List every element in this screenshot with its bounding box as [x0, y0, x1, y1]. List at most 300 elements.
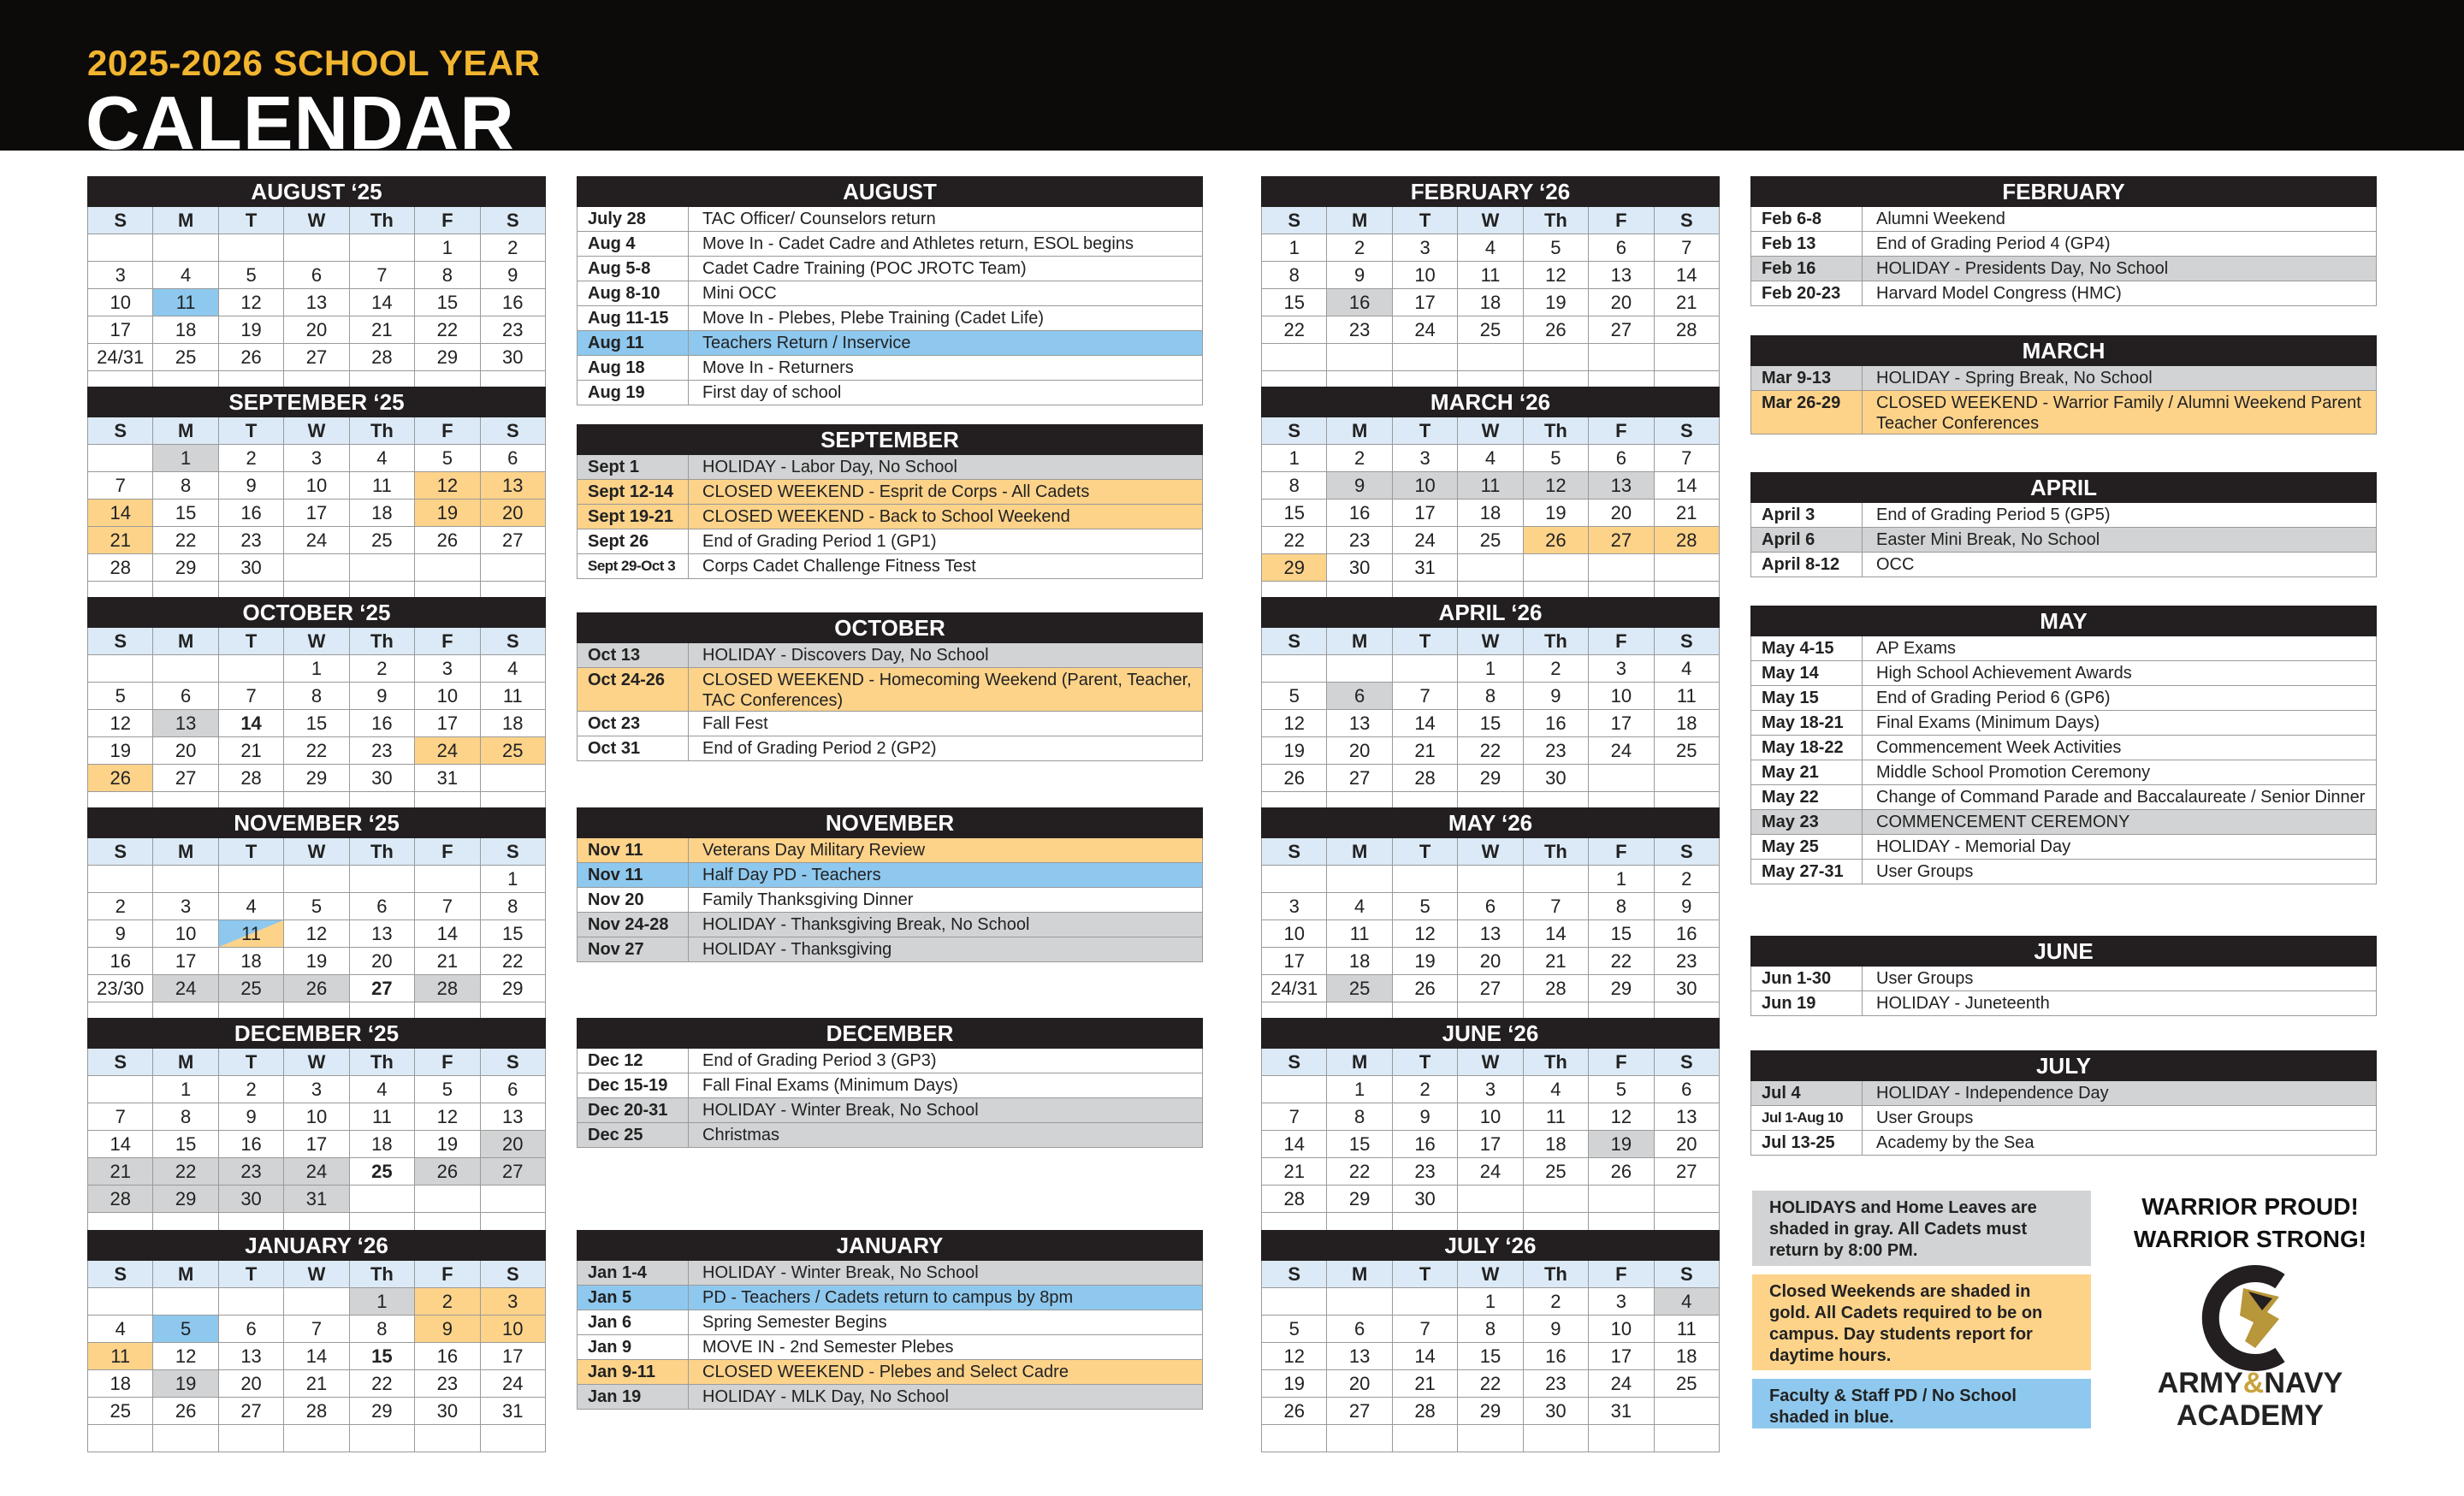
event-row [1750, 391, 2377, 435]
event-description: End of Grading Period 4 (GP4) [1876, 234, 2111, 253]
day-cell: 20 [350, 948, 415, 975]
day-header: Th [1524, 838, 1589, 866]
day-cell: 13 [1589, 472, 1654, 500]
event-date: May 4-15 [1751, 636, 1863, 660]
empty-day-cell [1262, 866, 1327, 893]
event-date: April 3 [1751, 503, 1863, 527]
day-cell: 29 [350, 1398, 415, 1425]
empty-day-cell [1327, 1425, 1392, 1452]
event-date: May 21 [1751, 760, 1863, 784]
day-cell: 15 [1262, 500, 1327, 527]
calendar-april-2026 [1261, 597, 1720, 819]
empty-day-cell [219, 1288, 284, 1316]
event-row [577, 257, 1203, 281]
event-month-title: SEPTEMBER [577, 424, 1203, 455]
empty-day-cell [1262, 1425, 1327, 1452]
motto [2113, 1191, 2387, 1256]
day-cell: 24 [284, 1158, 349, 1186]
day-cell: 17 [481, 1343, 546, 1370]
day-header: F [415, 1049, 480, 1076]
day-cell: 1 [415, 234, 480, 262]
empty-day-cell [1262, 344, 1327, 371]
day-header: Th [350, 207, 415, 234]
day-cell: 3 [1589, 655, 1654, 683]
day-cell: 26 [1524, 527, 1589, 554]
event-description: HOLIDAY - Winter Break, No School [702, 1263, 979, 1282]
calendar-october-2025 [87, 597, 546, 819]
event-date: May 15 [1751, 686, 1863, 710]
day-cell: 7 [284, 1316, 349, 1343]
event-row [577, 529, 1203, 554]
empty-day-cell [481, 554, 546, 582]
day-cell: 13 [219, 1343, 284, 1370]
empty-day-cell [88, 1425, 153, 1452]
month-title: DECEMBER ‘25 [87, 1018, 546, 1049]
day-cell: 3 [88, 262, 153, 289]
day-cell: 2 [88, 893, 153, 920]
day-cell: 23 [1327, 527, 1392, 554]
day-cell: 14 [1524, 920, 1589, 948]
event-date: Sept 29-Oct 3 [578, 554, 689, 578]
day-header: S [481, 838, 546, 866]
day-cell: 7 [1393, 1316, 1458, 1343]
day-cell: 21 [1393, 1370, 1458, 1398]
day-cell: 13 [284, 289, 349, 316]
day-cell: 3 [284, 445, 349, 472]
day-cell: 19 [1262, 737, 1327, 765]
day-cell: 20 [1327, 1370, 1392, 1398]
event-description: End of Grading Period 1 (GP1) [702, 532, 937, 551]
calendar-july-2026 [1261, 1230, 1720, 1452]
event-description: CLOSED WEEKEND - Warrior Family / Alumni Weekend Parent Teacher Conferences [1876, 393, 2361, 433]
day-cell: 13 [481, 472, 546, 500]
empty-day-cell [1327, 344, 1392, 371]
calendar-february-2026 [1261, 176, 1720, 399]
day-cell: 3 [1262, 893, 1327, 920]
event-date: Sept 1 [578, 455, 689, 479]
day-cell: 4 [1458, 445, 1523, 472]
event-date: Jan 9 [578, 1335, 689, 1359]
event-date: Dec 20-31 [578, 1098, 689, 1122]
day-cell: 7 [1655, 445, 1720, 472]
event-description: Mini OCC [702, 284, 777, 303]
day-cell: 9 [415, 1316, 480, 1343]
day-grid [1261, 1049, 1720, 1240]
day-cell: 11 [153, 289, 218, 316]
day-cell: 30 [1393, 1186, 1458, 1213]
event-date: Jan 1-4 [578, 1261, 689, 1285]
day-cell: 9 [1327, 472, 1392, 500]
empty-day-cell [1655, 765, 1720, 792]
event-description: CLOSED WEEKEND - Plebes and Select Cadre [702, 1363, 1069, 1381]
event-description: Christmas [702, 1126, 780, 1144]
day-header: F [1589, 417, 1654, 445]
day-header: T [219, 1049, 284, 1076]
event-row [577, 554, 1203, 579]
day-grid [1261, 1261, 1720, 1452]
day-cell: 18 [88, 1370, 153, 1398]
event-description: End of Grading Period 6 (GP6) [1876, 689, 2111, 707]
event-date: Jan 6 [578, 1310, 689, 1334]
event-date: Jan 5 [578, 1286, 689, 1310]
day-header: M [153, 417, 218, 445]
day-cell: 6 [153, 683, 218, 710]
day-cell: 20 [481, 500, 546, 527]
event-row [577, 480, 1203, 505]
event-description: User Groups [1876, 862, 1974, 881]
event-row [1750, 232, 2377, 257]
day-cell: 31 [415, 765, 480, 792]
day-cell: 7 [88, 1103, 153, 1131]
event-row [577, 1286, 1203, 1310]
day-cell: 12 [153, 1343, 218, 1370]
event-date: May 22 [1751, 785, 1863, 809]
day-cell: 6 [350, 893, 415, 920]
day-header: S [481, 417, 546, 445]
event-description: Veterans Day Military Review [702, 841, 926, 860]
day-cell: 3 [481, 1288, 546, 1316]
event-description: MOVE IN - 2nd Semester Plebes [702, 1338, 954, 1357]
event-row [1750, 503, 2377, 528]
day-cell: 5 [1589, 1076, 1654, 1103]
empty-day-cell [350, 554, 415, 582]
day-cell: 30 [481, 344, 546, 371]
calendar-december-2025 [87, 1018, 546, 1240]
day-cell: 25 [1655, 1370, 1720, 1398]
day-cell: 17 [284, 1131, 349, 1158]
day-cell: 29 [1589, 975, 1654, 1002]
event-date: Nov 27 [578, 937, 689, 961]
event-row [577, 1123, 1203, 1148]
calendar-september-2025 [87, 387, 546, 609]
brand-academy: ACADEMY [2177, 1399, 2324, 1432]
day-cell: 11 [219, 920, 284, 948]
events-june [1750, 936, 2377, 1016]
empty-day-cell [1262, 1288, 1327, 1316]
empty-day-cell [1393, 344, 1458, 371]
day-cell: 1 [1458, 1288, 1523, 1316]
day-cell: 4 [1524, 1076, 1589, 1103]
event-date: Jul 13-25 [1751, 1131, 1863, 1155]
day-cell: 21 [1524, 948, 1589, 975]
day-cell: 11 [350, 1103, 415, 1131]
day-cell: 10 [1262, 920, 1327, 948]
day-cell: 24/31 [1262, 975, 1327, 1002]
day-cell: 22 [1262, 316, 1327, 344]
day-grid [1261, 417, 1720, 609]
day-cell: 27 [1655, 1158, 1720, 1186]
day-cell: 11 [1327, 920, 1392, 948]
day-header: S [88, 1049, 153, 1076]
day-cell: 14 [1393, 1343, 1458, 1370]
day-cell: 20 [153, 737, 218, 765]
calendar-november-2025 [87, 807, 546, 1030]
day-cell: 8 [1589, 893, 1654, 920]
day-cell: 13 [153, 710, 218, 737]
event-date: Dec 25 [578, 1123, 689, 1147]
day-header: S [1262, 207, 1327, 234]
day-cell: 24 [153, 975, 218, 1002]
day-cell: 23 [219, 1158, 284, 1186]
day-cell: 5 [1524, 234, 1589, 262]
day-cell: 5 [1393, 893, 1458, 920]
day-cell: 4 [219, 893, 284, 920]
day-cell: 27 [481, 527, 546, 554]
day-cell: 24 [415, 737, 480, 765]
events-october [577, 612, 1203, 761]
event-date: Nov 11 [578, 838, 689, 862]
day-grid [1261, 628, 1720, 819]
day-cell: 14 [415, 920, 480, 948]
calendar-august-2025 [87, 176, 546, 399]
empty-day-cell [1262, 1076, 1327, 1103]
event-description: Family Thanksgiving Dinner [702, 890, 914, 909]
day-cell: 1 [1262, 234, 1327, 262]
event-row [1750, 257, 2377, 281]
day-cell: 19 [1393, 948, 1458, 975]
day-cell: 5 [219, 262, 284, 289]
day-cell: 2 [1327, 445, 1392, 472]
day-cell: 26 [1393, 975, 1458, 1002]
day-cell: 22 [1262, 527, 1327, 554]
empty-day-cell [1393, 1425, 1458, 1452]
day-header: W [284, 417, 349, 445]
event-date: Oct 31 [578, 736, 689, 760]
day-cell: 20 [1589, 289, 1654, 316]
event-row [1750, 281, 2377, 306]
day-header: M [1327, 417, 1392, 445]
event-date: Jul 4 [1751, 1081, 1863, 1105]
day-header: S [88, 1261, 153, 1288]
day-cell: 9 [88, 920, 153, 948]
day-header: Th [350, 628, 415, 655]
event-date: Jan 9-11 [578, 1360, 689, 1384]
day-cell: 23 [1327, 316, 1392, 344]
day-header: T [1393, 417, 1458, 445]
day-cell: 21 [1262, 1158, 1327, 1186]
day-cell: 3 [1589, 1288, 1654, 1316]
day-cell: 27 [1458, 975, 1523, 1002]
day-cell: 15 [153, 500, 218, 527]
empty-day-cell [1655, 1398, 1720, 1425]
event-date: Feb 20-23 [1751, 281, 1863, 305]
day-cell: 30 [415, 1398, 480, 1425]
day-cell: 28 [88, 1186, 153, 1213]
day-cell: 15 [1262, 289, 1327, 316]
empty-day-cell [1524, 866, 1589, 893]
empty-day-cell [1458, 1425, 1523, 1452]
day-cell: 8 [1327, 1103, 1392, 1131]
day-cell: 19 [1589, 1131, 1654, 1158]
events-january [577, 1230, 1203, 1410]
day-cell: 12 [1524, 262, 1589, 289]
event-date: Aug 11-15 [578, 306, 689, 330]
day-cell: 3 [284, 1076, 349, 1103]
day-header: F [1589, 838, 1654, 866]
day-cell: 23 [1524, 737, 1589, 765]
event-date: Mar 9-13 [1751, 366, 1863, 390]
empty-day-cell [1327, 655, 1392, 683]
event-description: End of Grading Period 3 (GP3) [702, 1051, 937, 1070]
day-cell: 27 [350, 975, 415, 1002]
event-description: Corps Cadet Challenge Fitness Test [702, 557, 976, 576]
day-cell: 7 [88, 472, 153, 500]
event-month-title: NOVEMBER [577, 807, 1203, 838]
day-cell: 15 [1458, 710, 1523, 737]
event-description: Academy by the Sea [1876, 1133, 2035, 1152]
day-cell: 7 [1262, 1103, 1327, 1131]
event-description: Final Exams (Minimum Days) [1876, 713, 2100, 732]
day-cell: 5 [284, 893, 349, 920]
day-header: T [219, 628, 284, 655]
day-cell: 15 [284, 710, 349, 737]
day-cell: 21 [88, 1158, 153, 1186]
day-cell: 2 [415, 1288, 480, 1316]
day-cell: 7 [415, 893, 480, 920]
day-cell: 1 [1589, 866, 1654, 893]
event-description: Move In - Plebes, Plebe Training (Cadet Life) [702, 309, 1045, 328]
day-header: S [1262, 1049, 1327, 1076]
day-cell: 25 [1458, 316, 1523, 344]
event-description: First day of school [702, 383, 842, 402]
event-row [1750, 636, 2377, 661]
day-cell: 26 [88, 765, 153, 792]
legend-gray: HOLIDAYS and Home Leaves are shaded in gray. All Cadets must return by 8:00 PM. [1752, 1191, 2091, 1266]
day-cell: 8 [284, 683, 349, 710]
event-description: Fall Final Exams (Minimum Days) [702, 1076, 958, 1095]
event-row [577, 913, 1203, 937]
event-description: End of Grading Period 5 (GP5) [1876, 506, 2111, 524]
day-cell: 23 [350, 737, 415, 765]
academy-name [2113, 1367, 2387, 1432]
day-cell: 6 [1589, 234, 1654, 262]
day-cell: 16 [219, 500, 284, 527]
day-cell: 25 [1327, 975, 1392, 1002]
empty-day-cell [1589, 554, 1654, 582]
day-cell: 8 [481, 893, 546, 920]
day-cell: 19 [284, 948, 349, 975]
day-cell: 3 [1393, 445, 1458, 472]
day-cell: 16 [1655, 920, 1720, 948]
event-row [577, 455, 1203, 480]
day-cell: 1 [350, 1288, 415, 1316]
day-cell: 18 [1327, 948, 1392, 975]
event-date: Sept 19-21 [578, 505, 689, 529]
empty-day-cell [88, 655, 153, 683]
day-cell: 29 [1458, 1398, 1523, 1425]
event-date: Nov 11 [578, 863, 689, 887]
day-cell: 23/30 [88, 975, 153, 1002]
day-cell: 17 [1589, 710, 1654, 737]
month-title: MAY ‘26 [1261, 807, 1720, 838]
day-cell: 17 [1458, 1131, 1523, 1158]
month-title: APRIL ‘26 [1261, 597, 1720, 628]
day-cell: 29 [1458, 765, 1523, 792]
day-cell: 30 [219, 554, 284, 582]
day-cell: 31 [1589, 1398, 1654, 1425]
day-cell: 29 [481, 975, 546, 1002]
event-date: Oct 13 [578, 643, 689, 667]
day-cell: 26 [1262, 1398, 1327, 1425]
day-cell: 27 [481, 1158, 546, 1186]
day-cell: 24 [1458, 1158, 1523, 1186]
day-header: M [1327, 628, 1392, 655]
day-header: S [1655, 1261, 1720, 1288]
day-cell: 5 [153, 1316, 218, 1343]
event-month-title: JULY [1750, 1050, 2377, 1081]
event-row [577, 505, 1203, 529]
event-month-title: JANUARY [577, 1230, 1203, 1261]
event-row [577, 331, 1203, 356]
day-cell: 4 [1655, 655, 1720, 683]
empty-day-cell [1262, 655, 1327, 683]
day-cell: 26 [284, 975, 349, 1002]
day-cell: 25 [1458, 527, 1523, 554]
day-cell: 28 [284, 1398, 349, 1425]
day-cell: 7 [219, 683, 284, 710]
day-cell: 10 [1393, 472, 1458, 500]
event-description: TAC Officer/ Counselors return [702, 210, 936, 228]
day-cell: 24 [1589, 1370, 1654, 1398]
day-cell: 10 [1589, 1316, 1654, 1343]
day-cell: 16 [1393, 1131, 1458, 1158]
day-cell: 27 [1327, 1398, 1392, 1425]
day-cell: 2 [1327, 234, 1392, 262]
day-cell: 23 [415, 1370, 480, 1398]
empty-day-cell [1458, 866, 1523, 893]
day-cell: 16 [1327, 500, 1392, 527]
event-description: HOLIDAY - Thanksgiving Break, No School [702, 915, 1030, 934]
calendar-june-2026 [1261, 1018, 1720, 1240]
event-date: April 8-12 [1751, 553, 1863, 577]
day-cell: 22 [415, 316, 480, 344]
event-description: Half Day PD - Teachers [702, 866, 881, 884]
day-cell: 22 [1327, 1158, 1392, 1186]
day-cell: 8 [1262, 472, 1327, 500]
day-cell: 8 [153, 1103, 218, 1131]
day-cell: 7 [350, 262, 415, 289]
day-cell: 5 [1262, 683, 1327, 710]
day-header: T [219, 838, 284, 866]
event-row [577, 1385, 1203, 1410]
day-header: S [88, 838, 153, 866]
empty-day-cell [350, 1425, 415, 1452]
day-cell: 10 [88, 289, 153, 316]
empty-day-cell [1524, 554, 1589, 582]
empty-day-cell [415, 866, 480, 893]
empty-day-cell [350, 234, 415, 262]
day-cell: 22 [153, 1158, 218, 1186]
day-header: T [1393, 1261, 1458, 1288]
event-description: Alumni Weekend [1876, 210, 2005, 228]
day-header: F [1589, 628, 1654, 655]
day-cell: 14 [1393, 710, 1458, 737]
event-description: Change of Command Parade and Baccalaureate / Senior Dinner [1876, 788, 2366, 807]
day-cell: 21 [1655, 289, 1720, 316]
day-cell: 11 [350, 472, 415, 500]
month-title: MARCH ‘26 [1261, 387, 1720, 417]
day-cell: 3 [1458, 1076, 1523, 1103]
event-description: Spring Semester Begins [702, 1313, 887, 1332]
day-header: S [1655, 1049, 1720, 1076]
events-august [577, 176, 1203, 405]
events-march [1750, 335, 2377, 435]
empty-day-cell [153, 655, 218, 683]
event-row [577, 232, 1203, 257]
event-description: HOLIDAY - Presidents Day, No School [1876, 259, 2169, 278]
day-cell: 20 [284, 316, 349, 344]
day-cell: 14 [350, 289, 415, 316]
